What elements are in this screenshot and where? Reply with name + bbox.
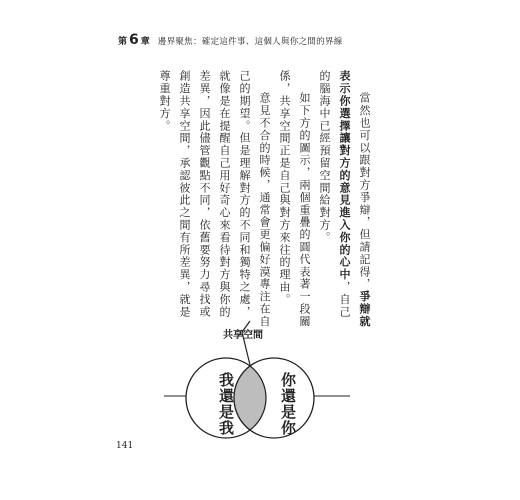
paragraph-text: ，自己的腦海中已經預留空間給對方。 xyxy=(318,70,351,319)
paragraph xyxy=(154,70,274,330)
page-number: 141 xyxy=(116,441,134,451)
paragraph-text: 意見不合的時候，通常會更偏好漠專注在自己的期望。但是理解對方的不同和獨特之處，就像是在提醒自己用好奇心來看待對方與你的差異，因此儘管觀點不同，依舊要努力尋找或創造共享空間，承認彼此之間有所差異，就是尊重對方。 xyxy=(158,70,271,328)
paragraph xyxy=(274,70,314,330)
chapter-prefix: 第 xyxy=(118,37,128,47)
body-text xyxy=(154,70,374,330)
chapter-suffix: 章 xyxy=(140,37,150,47)
paragraph-text: 當然也可以跟對方爭辯，但請記得， xyxy=(358,92,371,291)
paragraph-text: 如下方的圖示，兩個重疊的圓代表著一段關係，共享空間正是自己與對方來往的理由。 xyxy=(278,70,311,328)
chapter-header xyxy=(118,32,343,46)
emphasis-text: 爭辯就表示你選擇讓對方的意見進入你的心中 xyxy=(338,70,371,328)
chapter-number: 6 xyxy=(129,32,139,48)
right-circle-label: 你還是你 xyxy=(279,372,297,436)
paragraph xyxy=(314,70,374,330)
left-circle-label: 我還是我 xyxy=(217,372,235,436)
chapter-title: 邊界聚焦：確定這件事、這個人與你之間的界線 xyxy=(157,37,343,47)
diagram-title: 共享空間 xyxy=(223,330,263,341)
